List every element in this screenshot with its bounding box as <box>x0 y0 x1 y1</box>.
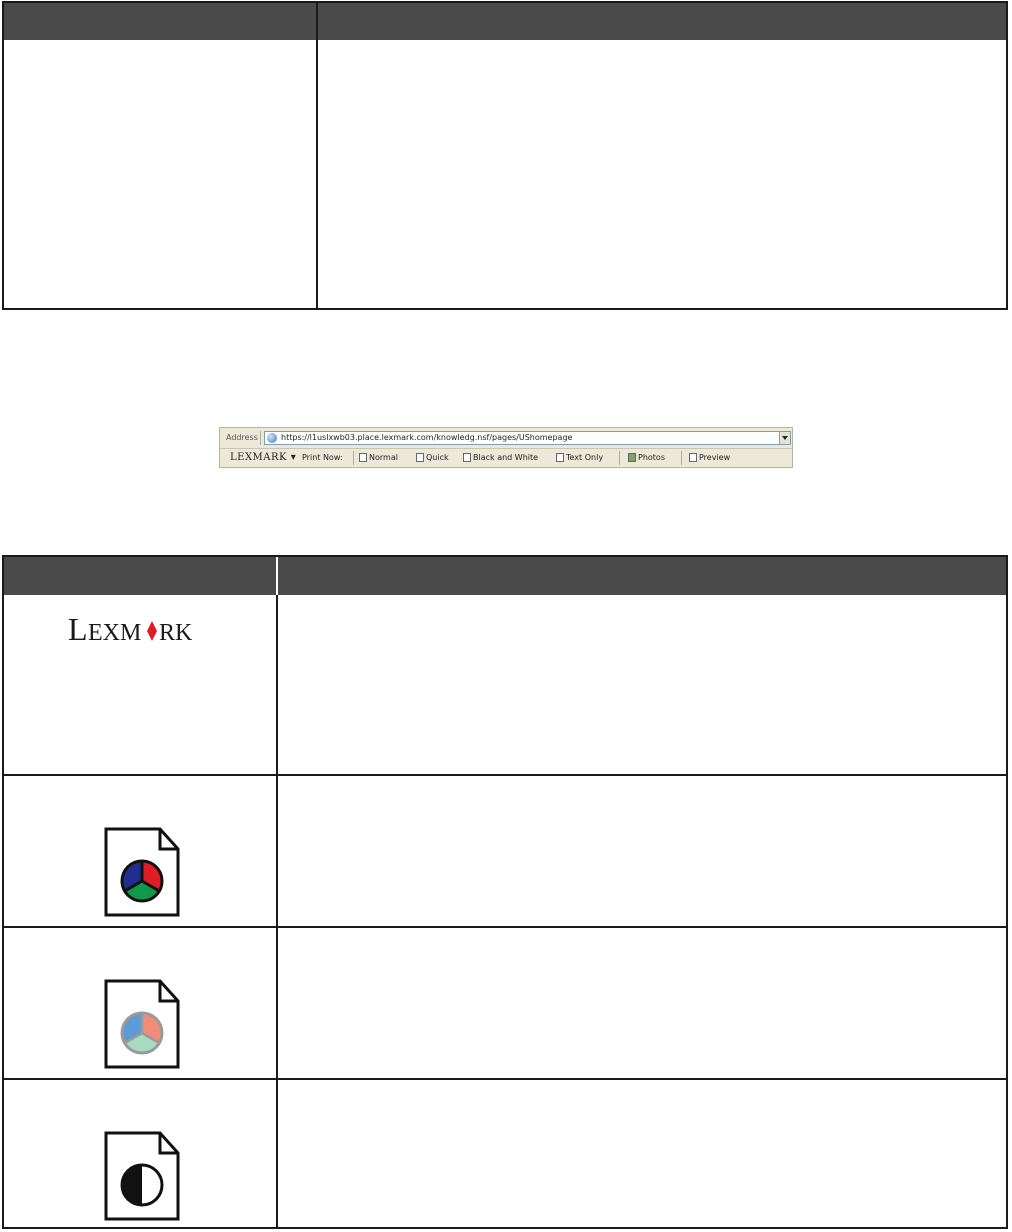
quick-button[interactable] <box>416 453 449 462</box>
toolbar-separator <box>619 451 620 465</box>
black-and-white-label: Black and White <box>473 453 539 462</box>
table-top-cell-left <box>4 40 316 308</box>
lexmark-logo-icon <box>68 611 218 651</box>
normal-label: Normal <box>369 453 398 462</box>
photos-icon <box>628 453 636 462</box>
normal-print-page-icon <box>104 827 180 917</box>
chevron-down-icon: ▾ <box>290 452 297 463</box>
page-globe-icon <box>267 433 277 443</box>
svg-text:EXM: EXM <box>88 620 142 646</box>
lexmark-logo <box>68 611 218 651</box>
quick-print-page-icon <box>104 979 180 1069</box>
text-only-label: Text Only <box>566 453 604 462</box>
text-only-button[interactable] <box>556 453 603 462</box>
table-top-cell-right <box>318 40 1006 308</box>
quick-page-icon <box>416 453 424 462</box>
svg-text:RK: RK <box>159 620 193 646</box>
row-divider <box>4 774 1006 776</box>
address-field[interactable] <box>264 431 791 445</box>
text-only-page-icon <box>556 453 564 462</box>
address-bar-row <box>220 428 792 449</box>
address-dropdown-button[interactable] <box>779 432 790 444</box>
table-top <box>2 1 1008 310</box>
photos-button[interactable] <box>628 453 665 462</box>
address-separator <box>260 431 261 445</box>
black-white-page-icon <box>463 453 471 462</box>
table-icons <box>2 555 1008 1229</box>
normal-button[interactable] <box>359 453 398 462</box>
toolbar-separator <box>353 451 354 465</box>
address-label: Address <box>226 433 258 442</box>
table-top-header <box>4 3 1006 40</box>
toolbar-separator <box>681 451 682 465</box>
row-divider <box>4 926 1006 928</box>
photos-label: Photos <box>638 453 665 462</box>
black-and-white-button[interactable] <box>463 453 538 462</box>
preview-button[interactable] <box>689 453 730 462</box>
browser-toolbar <box>219 427 793 468</box>
print-now-label: Print Now: <box>302 453 343 462</box>
table-icons-header-divider <box>276 557 278 595</box>
black-white-page-icon <box>104 1131 180 1221</box>
preview-label: Preview <box>699 453 731 462</box>
table-icons-header <box>4 557 1006 595</box>
lexmark-menu-button[interactable] <box>230 452 296 463</box>
preview-icon <box>689 453 697 462</box>
normal-page-icon <box>359 453 367 462</box>
quick-label: Quick <box>426 453 449 462</box>
lexmark-toolbar-row <box>220 449 792 467</box>
svg-text:L: L <box>68 611 88 647</box>
address-url: https://l1uslxwb03.place.lexmark.com/knowledg.nsf/pages/UShomepage <box>281 433 573 442</box>
row-divider <box>4 1078 1006 1080</box>
lexmark-brand-label: LEXMARK <box>230 452 288 463</box>
table-icons-column-divider <box>276 595 278 1227</box>
